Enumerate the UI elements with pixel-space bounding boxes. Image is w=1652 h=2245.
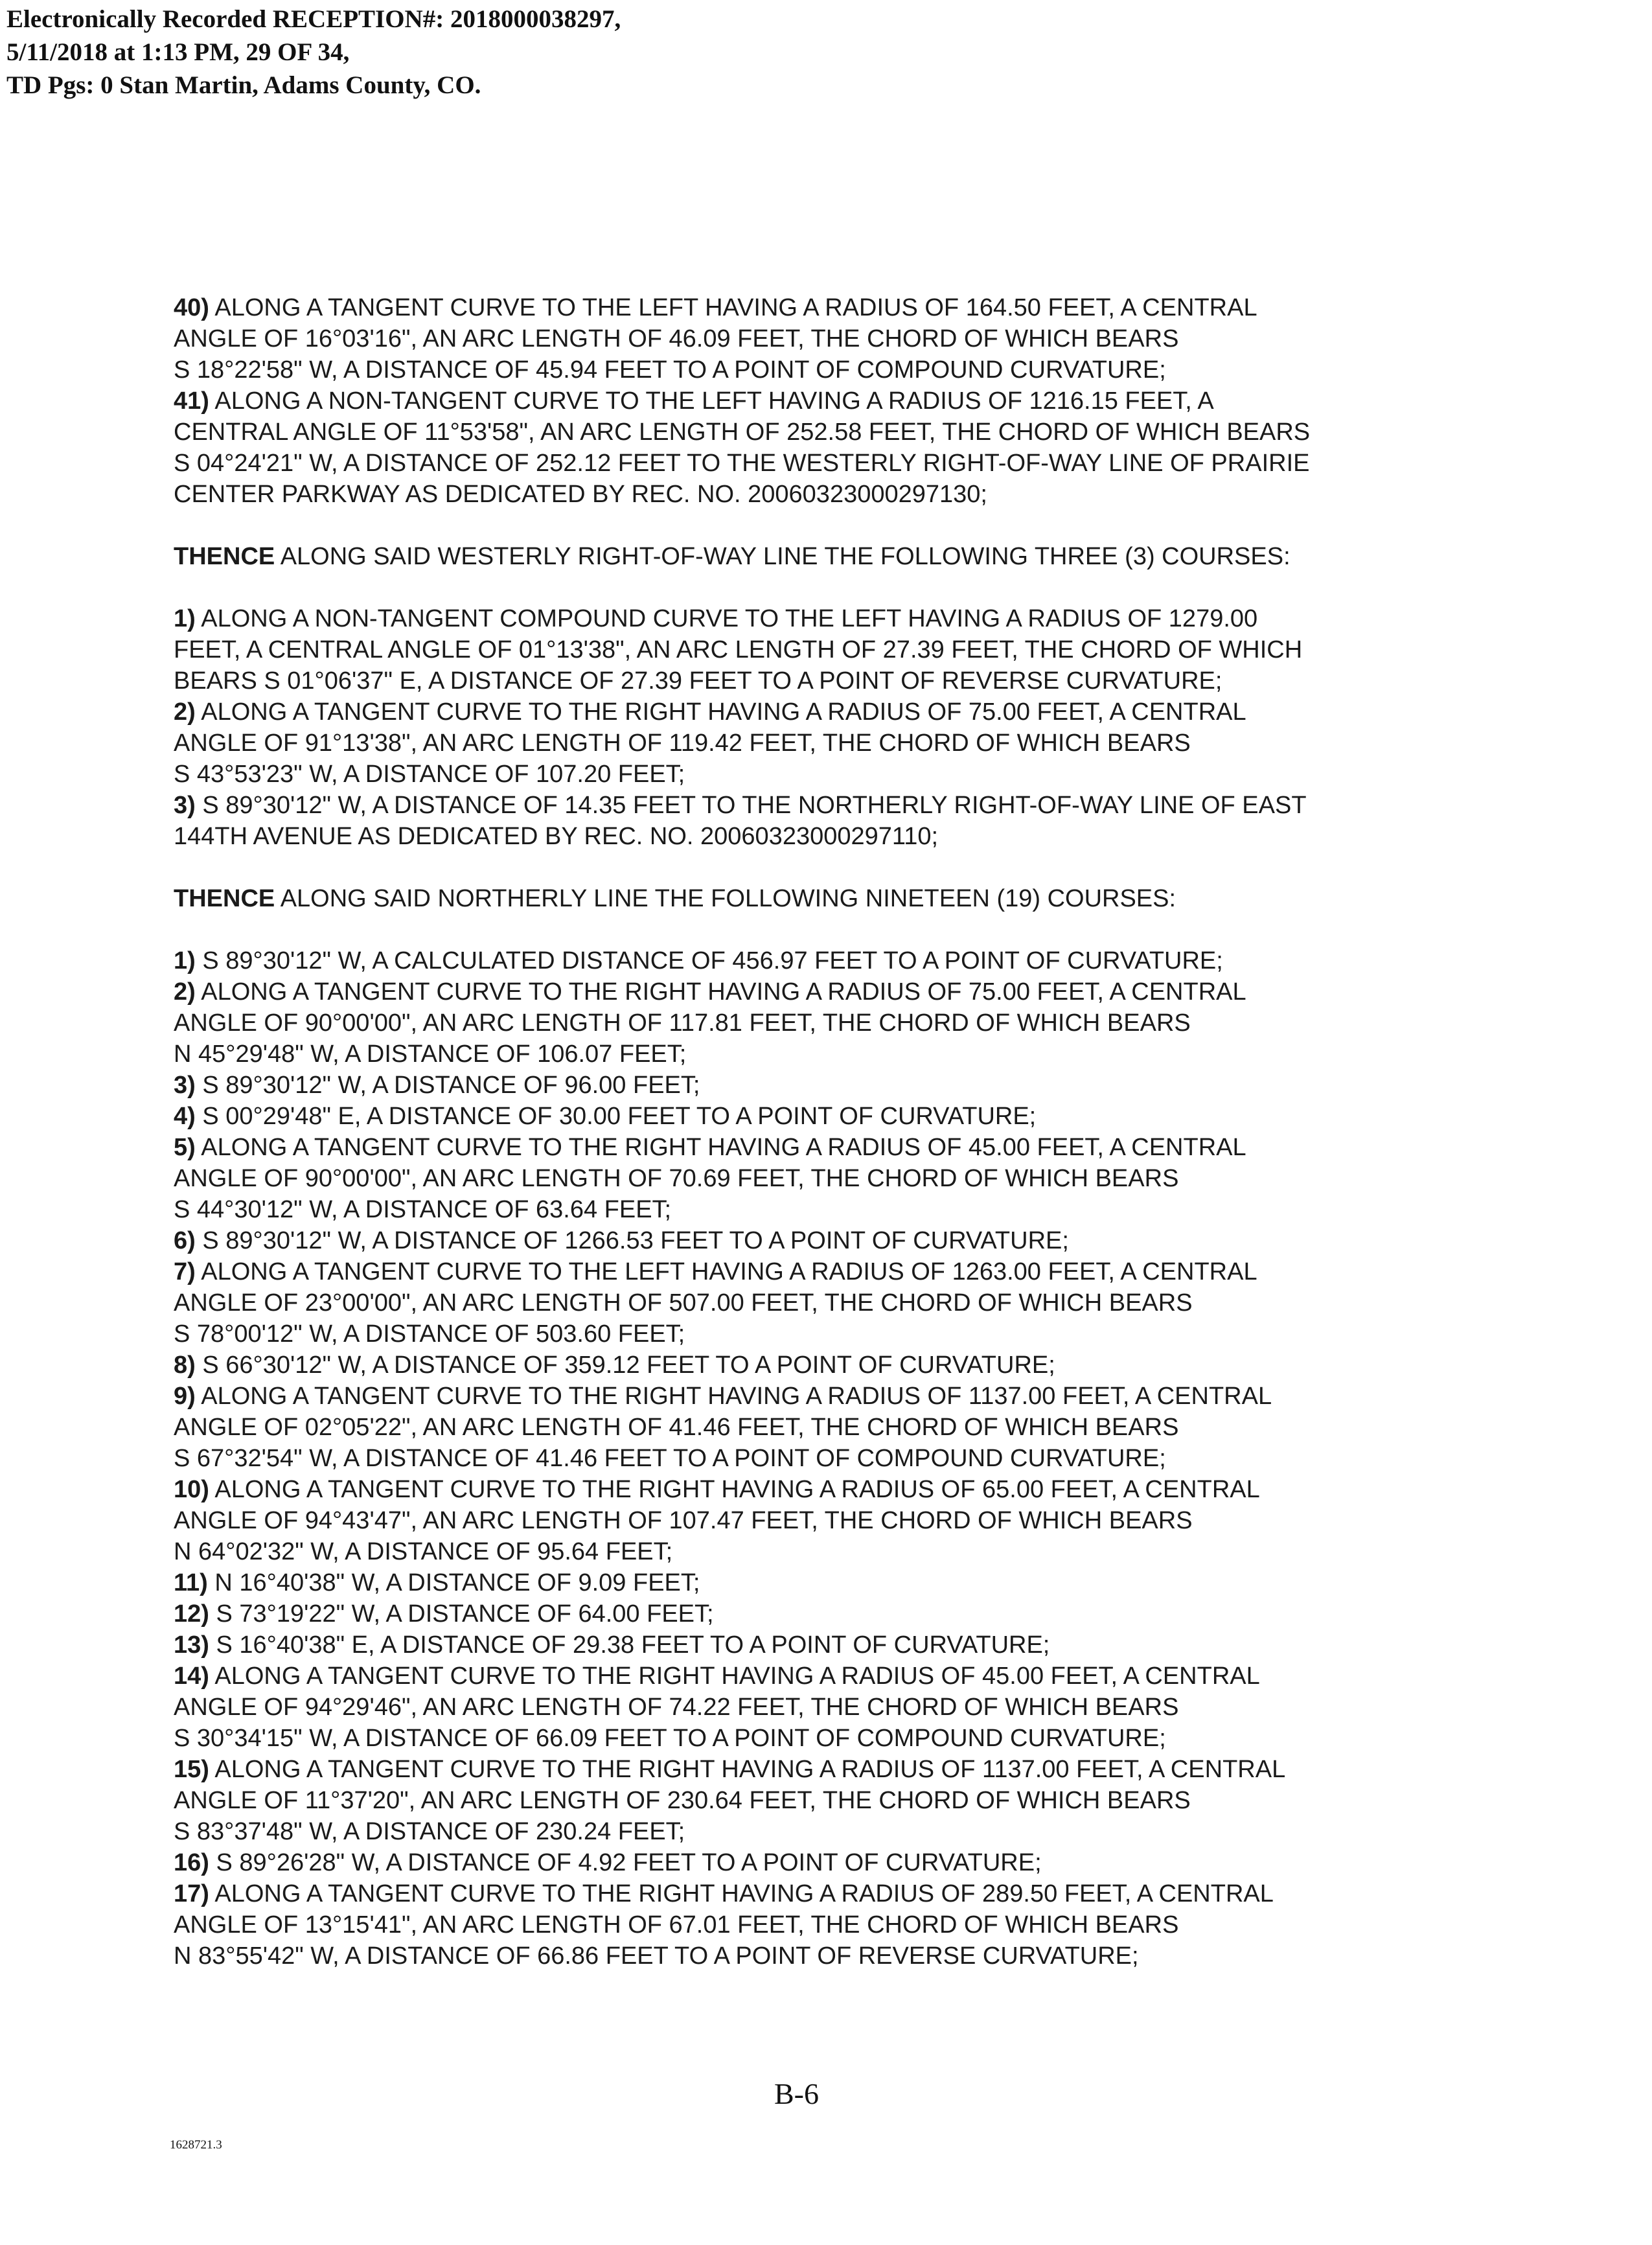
course-text: CENTER PARKWAY AS DEDICATED BY REC. NO. 20060323000297130;	[174, 481, 987, 508]
course-list-right-of-way-end	[174, 292, 1469, 510]
course-line	[174, 1412, 1469, 1443]
course-text: S 44°30'12" W, A DISTANCE OF 63.64 FEET;	[174, 1196, 672, 1223]
course-paragraph	[174, 386, 1469, 510]
course-line	[174, 1940, 1469, 1972]
course-line	[174, 1847, 1469, 1878]
course-line	[174, 1287, 1469, 1318]
course-text: ALONG A TANGENT CURVE TO THE RIGHT HAVING A RADIUS OF 45.00 FEET, A CENTRAL	[209, 1663, 1260, 1690]
course-list-northerly-line	[174, 945, 1469, 1972]
course-line	[174, 1567, 1469, 1598]
course-line	[174, 1132, 1469, 1163]
course-text: S 89°30'12" W, A DISTANCE OF 96.00 FEET;	[195, 1072, 700, 1099]
course-number: 8)	[174, 1352, 196, 1379]
course-line	[174, 1039, 1469, 1070]
course-paragraph	[174, 1101, 1469, 1132]
course-text: ANGLE OF 91°13'38", AN ARC LENGTH OF 119.42 FEET, THE CHORD OF WHICH BEARS	[174, 730, 1191, 757]
course-text: FEET, A CENTRAL ANGLE OF 01°13'38", AN ARC LENGTH OF 27.39 FEET, THE CHORD OF WHICH	[174, 636, 1303, 663]
course-text: ALONG A TANGENT CURVE TO THE RIGHT HAVING A RADIUS OF 75.00 FEET, A CENTRAL	[195, 698, 1246, 726]
course-text: ANGLE OF 11°37'20", AN ARC LENGTH OF 230.64 FEET, THE CHORD OF WHICH BEARS	[174, 1787, 1191, 1814]
course-line	[174, 1163, 1469, 1194]
thence-text: ALONG SAID WESTERLY RIGHT-OF-WAY LINE THE FOLLOWING THREE (3) COURSES:	[275, 543, 1291, 570]
course-text: N 64°02'32" W, A DISTANCE OF 95.64 FEET;	[174, 1538, 673, 1565]
course-number: 40)	[174, 294, 209, 321]
course-text: S 89°26'28" W, A DISTANCE OF 4.92 FEET TO A POINT OF CURVATURE;	[209, 1849, 1042, 1876]
course-text: S 89°30'12" W, A DISTANCE OF 1266.53 FEET TO A POINT OF CURVATURE;	[195, 1227, 1069, 1254]
thence-keyword: THENCE	[174, 885, 275, 912]
course-paragraph	[174, 292, 1469, 386]
course-line	[174, 603, 1469, 634]
course-text: ALONG A TANGENT CURVE TO THE RIGHT HAVING A RADIUS OF 75.00 FEET, A CENTRAL	[195, 978, 1246, 1006]
course-paragraph	[174, 1256, 1469, 1350]
course-text: S 66°30'12" W, A DISTANCE OF 359.12 FEET TO A POINT OF CURVATURE;	[195, 1352, 1055, 1379]
thence-westerly-paragraph	[174, 541, 1469, 572]
course-paragraph	[174, 1567, 1469, 1598]
course-list-westerly-line	[174, 603, 1469, 852]
course-text: ALONG A TANGENT CURVE TO THE RIGHT HAVING A RADIUS OF 289.50 FEET, A CENTRAL	[209, 1880, 1274, 1907]
course-text: S 16°40'38" E, A DISTANCE OF 29.38 FEET TO A POINT OF CURVATURE;	[209, 1631, 1050, 1659]
course-text: N 45°29'48" W, A DISTANCE OF 106.07 FEET;	[174, 1041, 687, 1068]
course-line	[174, 1505, 1469, 1536]
course-number: 14)	[174, 1663, 209, 1690]
course-line	[174, 1350, 1469, 1381]
course-line	[174, 417, 1469, 448]
course-line	[174, 1474, 1469, 1505]
course-line	[174, 1443, 1469, 1474]
document-id: 1628721.3	[170, 2138, 222, 2152]
course-text: ANGLE OF 16°03'16", AN ARC LENGTH OF 46.09 FEET, THE CHORD OF WHICH BEARS	[174, 325, 1179, 352]
recording-stamp-line-1: Electronically Recorded RECEPTION#: 2018000038297,	[6, 5, 621, 33]
course-number: 2)	[174, 978, 196, 1006]
course-text: ANGLE OF 94°43'47", AN ARC LENGTH OF 107.47 FEET, THE CHORD OF WHICH BEARS	[174, 1507, 1193, 1534]
course-number: 4)	[174, 1103, 196, 1130]
course-line	[174, 1101, 1469, 1132]
course-text: ANGLE OF 13°15'41", AN ARC LENGTH OF 67.01 FEET, THE CHORD OF WHICH BEARS	[174, 1911, 1179, 1939]
course-text: S 73°19'22" W, A DISTANCE OF 64.00 FEET;	[209, 1600, 714, 1628]
course-text: S 43°53'23" W, A DISTANCE OF 107.20 FEET;	[174, 761, 685, 788]
course-text: S 78°00'12" W, A DISTANCE OF 503.60 FEET;	[174, 1320, 685, 1348]
course-line	[174, 1070, 1469, 1101]
course-number: 41)	[174, 387, 209, 415]
course-line	[174, 976, 1469, 1007]
course-text: ALONG A TANGENT CURVE TO THE RIGHT HAVING A RADIUS OF 1137.00 FEET, A CENTRAL	[209, 1756, 1286, 1783]
course-line	[174, 354, 1469, 386]
course-paragraph	[174, 1070, 1469, 1101]
course-line	[174, 728, 1469, 759]
course-paragraph	[174, 1754, 1469, 1847]
course-paragraph	[174, 1225, 1469, 1256]
course-text: ANGLE OF 02°05'22", AN ARC LENGTH OF 41.46 FEET, THE CHORD OF WHICH BEARS	[174, 1414, 1179, 1441]
course-line	[174, 665, 1469, 697]
course-text: S 30°34'15" W, A DISTANCE OF 66.09 FEET TO A POINT OF COMPOUND CURVATURE;	[174, 1725, 1166, 1752]
course-line	[174, 323, 1469, 354]
course-text: S 00°29'48" E, A DISTANCE OF 30.00 FEET TO A POINT OF CURVATURE;	[195, 1103, 1037, 1130]
course-text: ALONG A TANGENT CURVE TO THE RIGHT HAVING A RADIUS OF 1137.00 FEET, A CENTRAL	[195, 1383, 1272, 1410]
course-text: ALONG A TANGENT CURVE TO THE RIGHT HAVING A RADIUS OF 45.00 FEET, A CENTRAL	[195, 1134, 1246, 1161]
course-paragraph	[174, 1132, 1469, 1225]
page-number: B-6	[774, 2077, 819, 2110]
course-line	[174, 1661, 1469, 1692]
course-number: 10)	[174, 1476, 209, 1503]
course-paragraph	[174, 1661, 1469, 1754]
course-number: 12)	[174, 1600, 209, 1628]
course-number: 15)	[174, 1756, 209, 1783]
course-line	[174, 759, 1469, 790]
course-line	[174, 1598, 1469, 1629]
course-line	[174, 1629, 1469, 1661]
course-text: S 67°32'54" W, A DISTANCE OF 41.46 FEET TO A POINT OF COMPOUND CURVATURE;	[174, 1445, 1166, 1472]
course-line	[174, 1723, 1469, 1754]
course-number: 3)	[174, 1072, 196, 1099]
course-paragraph	[174, 697, 1469, 790]
course-line	[174, 1381, 1469, 1412]
thence-text: ALONG SAID NORTHERLY LINE THE FOLLOWING NINETEEN (19) COURSES:	[275, 885, 1176, 912]
course-text: ANGLE OF 90°00'00", AN ARC LENGTH OF 117.81 FEET, THE CHORD OF WHICH BEARS	[174, 1009, 1191, 1037]
course-number: 7)	[174, 1258, 196, 1285]
course-text: ANGLE OF 23°00'00", AN ARC LENGTH OF 507.00 FEET, THE CHORD OF WHICH BEARS	[174, 1289, 1193, 1317]
course-line	[174, 1878, 1469, 1909]
course-text: 144TH AVENUE AS DEDICATED BY REC. NO. 20060323000297110;	[174, 823, 939, 850]
course-paragraph	[174, 1381, 1469, 1474]
course-text: S 89°30'12" W, A DISTANCE OF 14.35 FEET TO THE NORTHERLY RIGHT-OF-WAY LINE OF EAST	[195, 792, 1307, 819]
course-line	[174, 945, 1469, 976]
course-number: 2)	[174, 698, 196, 726]
course-text: ALONG A TANGENT CURVE TO THE RIGHT HAVING A RADIUS OF 65.00 FEET, A CENTRAL	[209, 1476, 1260, 1503]
course-text: CENTRAL ANGLE OF 11°53'58", AN ARC LENGTH OF 252.58 FEET, THE CHORD OF WHICH BEARS	[174, 419, 1311, 446]
course-line	[174, 634, 1469, 665]
course-number: 6)	[174, 1227, 196, 1254]
course-number: 9)	[174, 1383, 196, 1410]
recording-stamp-line-3: TD Pgs: 0 Stan Martin, Adams County, CO.	[6, 71, 481, 99]
course-paragraph	[174, 1847, 1469, 1878]
course-number: 13)	[174, 1631, 209, 1659]
course-paragraph	[174, 945, 1469, 976]
recording-stamp	[6, 3, 621, 102]
course-text: N 83°55'42" W, A DISTANCE OF 66.86 FEET TO A POINT OF REVERSE CURVATURE;	[174, 1942, 1139, 1970]
course-text: ALONG A TANGENT CURVE TO THE LEFT HAVING A RADIUS OF 1263.00 FEET, A CENTRAL	[195, 1258, 1257, 1285]
course-line	[174, 1536, 1469, 1567]
course-line	[174, 697, 1469, 728]
course-line	[174, 790, 1469, 821]
course-text: S 83°37'48" W, A DISTANCE OF 230.24 FEET;	[174, 1818, 685, 1845]
course-text: N 16°40'38" W, A DISTANCE OF 9.09 FEET;	[207, 1569, 700, 1596]
course-number: 11)	[174, 1569, 208, 1596]
course-paragraph	[174, 1878, 1469, 1972]
course-text: ALONG A TANGENT CURVE TO THE LEFT HAVING A RADIUS OF 164.50 FEET, A CENTRAL	[209, 294, 1257, 321]
course-text: S 18°22'58" W, A DISTANCE OF 45.94 FEET TO A POINT OF COMPOUND CURVATURE;	[174, 356, 1166, 384]
course-line	[174, 479, 1469, 510]
course-line	[174, 386, 1469, 417]
course-line	[174, 821, 1469, 852]
course-text: ANGLE OF 94°29'46", AN ARC LENGTH OF 74.22 FEET, THE CHORD OF WHICH BEARS	[174, 1694, 1179, 1721]
course-text: BEARS S 01°06'37" E, A DISTANCE OF 27.39 FEET TO A POINT OF REVERSE CURVATURE;	[174, 667, 1222, 695]
course-paragraph	[174, 1474, 1469, 1567]
course-line	[174, 1785, 1469, 1816]
course-text: ALONG A NON-TANGENT CURVE TO THE LEFT HAVING A RADIUS OF 1216.15 FEET, A	[209, 387, 1214, 415]
course-paragraph	[174, 976, 1469, 1070]
course-line	[174, 1007, 1469, 1039]
course-text: S 04°24'21" W, A DISTANCE OF 252.12 FEET TO THE WESTERLY RIGHT-OF-WAY LINE OF PRAIRIE	[174, 450, 1310, 477]
course-line	[174, 1816, 1469, 1847]
thence-northerly-paragraph	[174, 883, 1469, 914]
course-paragraph	[174, 603, 1469, 697]
recording-stamp-line-2: 5/11/2018 at 1:13 PM, 29 OF 34,	[6, 38, 350, 66]
course-paragraph	[174, 1350, 1469, 1381]
course-paragraph	[174, 1629, 1469, 1661]
course-text: ANGLE OF 90°00'00", AN ARC LENGTH OF 70.69 FEET, THE CHORD OF WHICH BEARS	[174, 1165, 1179, 1192]
legal-description	[174, 292, 1469, 1972]
course-number: 17)	[174, 1880, 209, 1907]
course-paragraph	[174, 790, 1469, 852]
course-line	[174, 1318, 1469, 1350]
course-number: 5)	[174, 1134, 196, 1161]
course-line	[174, 1754, 1469, 1785]
course-line	[174, 448, 1469, 479]
course-line	[174, 1194, 1469, 1225]
course-number: 1)	[174, 605, 196, 632]
course-line	[174, 1225, 1469, 1256]
course-number: 3)	[174, 792, 196, 819]
course-text: S 89°30'12" W, A CALCULATED DISTANCE OF 456.97 FEET TO A POINT OF CURVATURE;	[195, 947, 1223, 974]
course-line	[174, 1909, 1469, 1940]
course-line	[174, 292, 1469, 323]
course-line	[174, 1692, 1469, 1723]
course-number: 16)	[174, 1849, 209, 1876]
course-paragraph	[174, 1598, 1469, 1629]
course-number: 1)	[174, 947, 196, 974]
course-line	[174, 1256, 1469, 1287]
course-text: ALONG A NON-TANGENT COMPOUND CURVE TO THE LEFT HAVING A RADIUS OF 1279.00	[195, 605, 1258, 632]
thence-keyword: THENCE	[174, 543, 275, 570]
